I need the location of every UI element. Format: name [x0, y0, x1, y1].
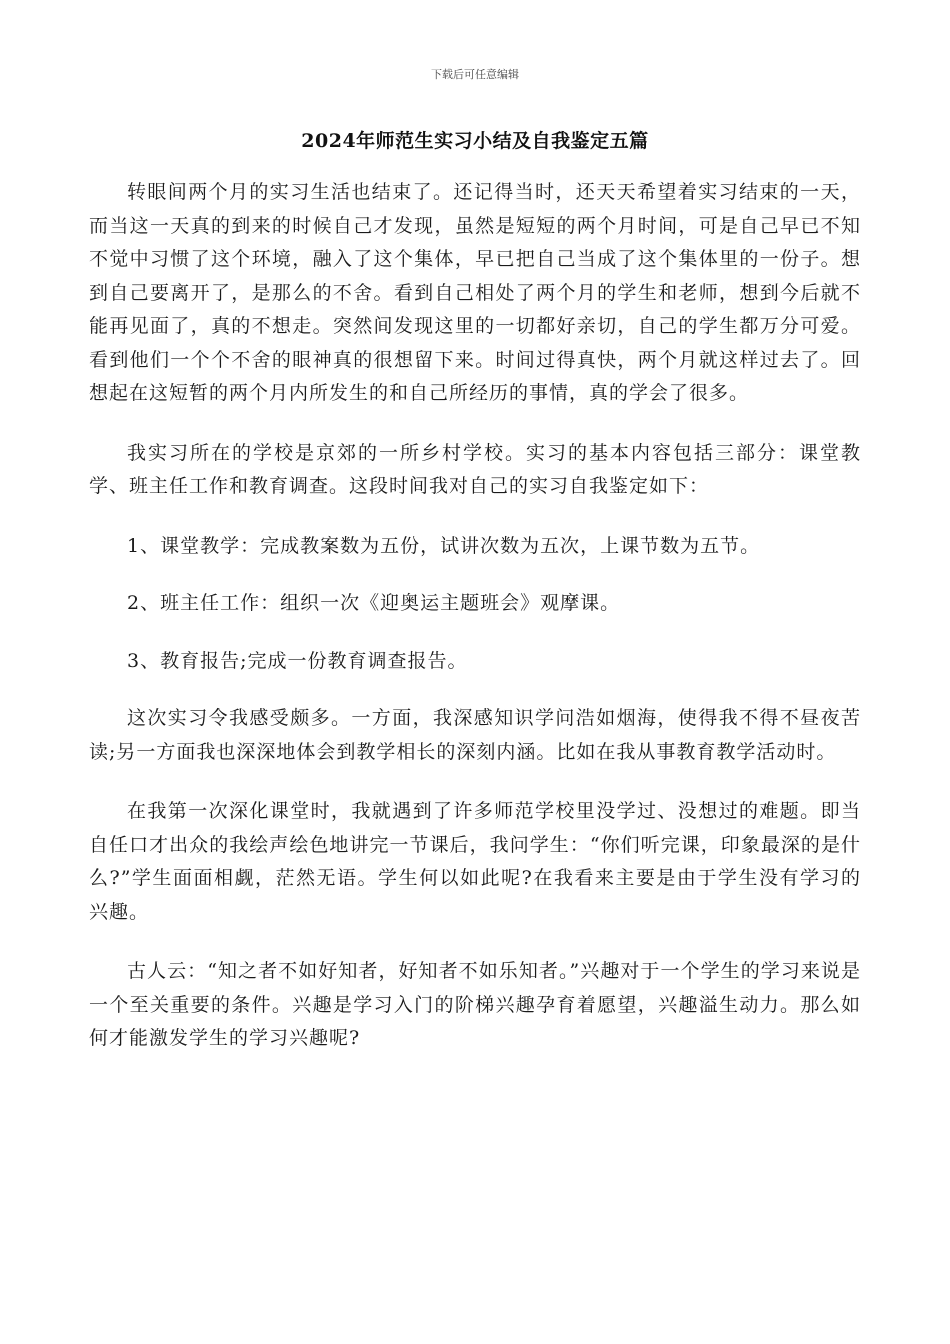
paragraph: 我实习所在的学校是京郊的一所乡村学校。实习的基本内容包括三部分：课堂教学、班主任工作和教育调查。这段时间我对自己的实习自我鉴定如下：: [89, 441, 861, 497]
paragraph: 这次实习令我感受颇多。一方面，我深感知识学问浩如烟海，使得我不得不昼夜苦读;另一方面我也深深地体会到教学相长的深刻内涵。比如在我从事教育教学活动时。: [89, 707, 861, 763]
document-body: [89, 176, 861, 1082]
header-note: 下载后可任意编辑: [431, 68, 519, 81]
list-item: 3、教育报告;完成一份教育调查报告。: [127, 649, 468, 672]
list-item: 1、课堂教学：完成教案数为五份，试讲次数为五次，上课节数为五节。: [127, 534, 761, 557]
document-title: 2024年师范生实习小结及自我鉴定五篇: [301, 130, 649, 152]
paragraph: 在我第一次深化课堂时，我就遇到了许多师范学校里没学过、没想过的难题。即当自任口才出众的我绘声绘色地讲完一节课后，我问学生：“你们听完课，印象最深的是什么?”学生面面相觑，茫然无语。学生何以如此呢?在我看来主要是由于学生没有学习的兴趣。: [89, 800, 861, 923]
paragraph: 转眼间两个月的实习生活也结束了。还记得当时，还天天希望着实习结束的一天，而当这一天真的到来的时候自己才发现，虽然是短短的两个月时间，可是自己早已不知不觉中习惯了这个环境，融入了这个集体，早已把自己当成了这个集体里的一份子。想到自己要离开了，是那么的不舍。看到自己相处了两个月的学生和老师，想到今后就不能再见面了，真的不想走。突然间发现这里的一切都好亲切，自己的学生都万分可爱。看到他们一个个不舍的眼神真的很想留下来。时间过得真快，两个月就这样过去了。回想起在这短暂的两个月内所发生的和自己所经历的事情，真的学会了很多。: [89, 181, 861, 404]
paragraph: 古人云：“知之者不如好知者，好知者不如乐知者。”兴趣对于一个学生的学习来说是一个至关重要的条件。兴趣是学习入门的阶梯兴趣孕育着愿望，兴趣溢生动力。那么如何才能激发学生的学习兴趣呢?: [89, 960, 861, 1049]
list-item: 2、班主任工作：组织一次《迎奥运主题班会》观摩课。: [127, 592, 621, 614]
